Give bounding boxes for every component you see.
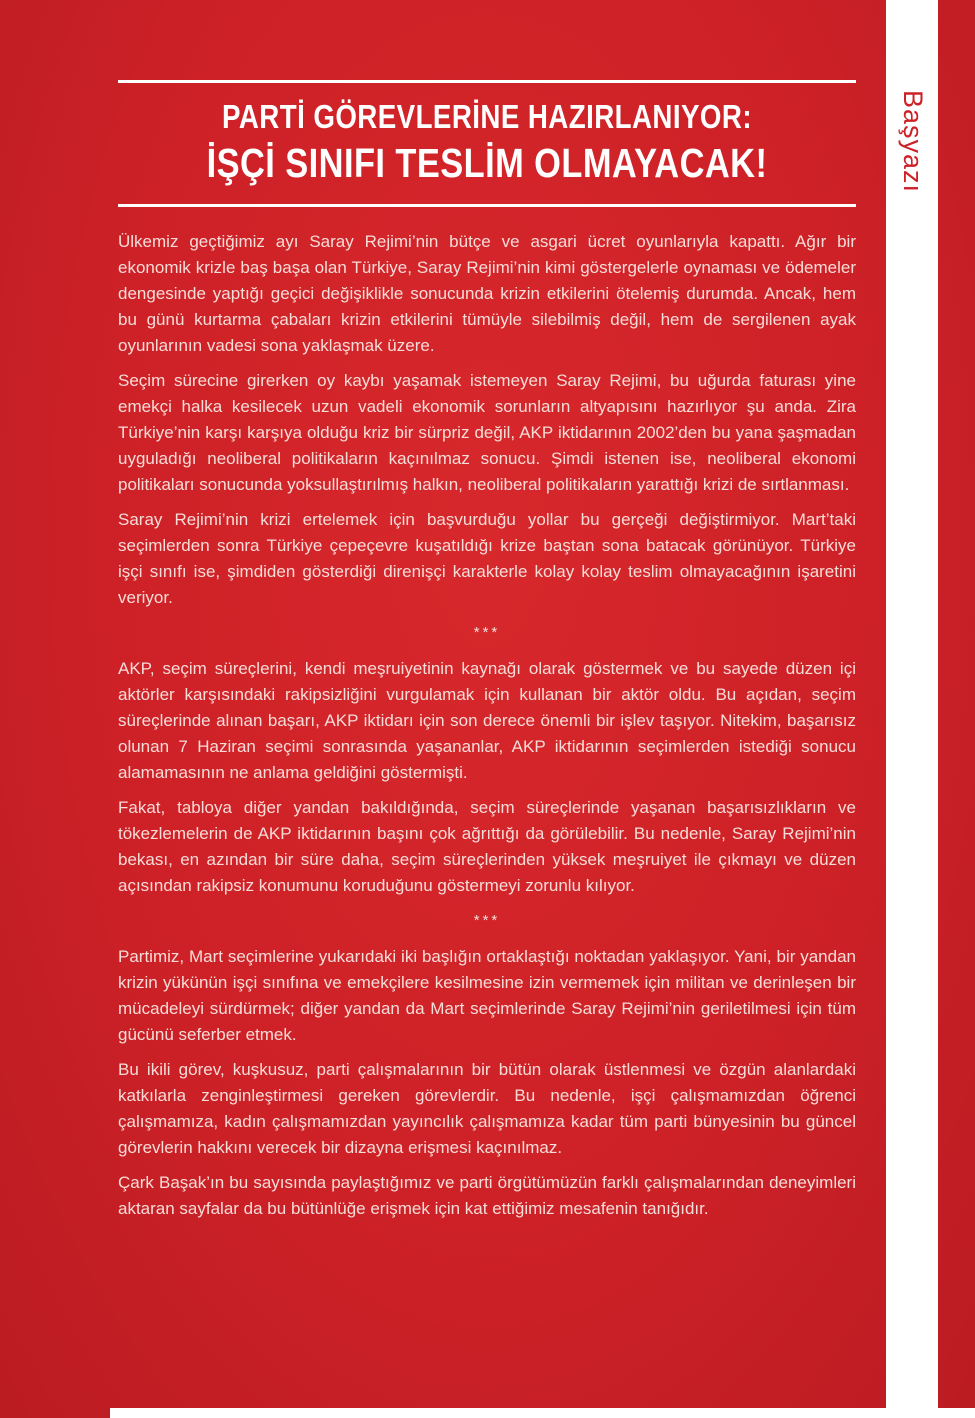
- paragraph: Fakat, tabloya diğer yandan bakıldığında, seçim süreçlerinde yaşanan başarısızlıkların ve tökezlemelerin de AKP iktidarının başını çok ağrıttığı da görülebilir. Bu nedenle, Saray Rejimi’nin bekası, en azından bir süre daha, seçim süreçlerinden yüksek meşruiyet ile çıkmayı ve düzen açısından rakipsiz konumunu koruduğunu göstermeyi zorunlu kılıyor.: [118, 798, 856, 896]
- title-line-2: İŞÇİ SINIFI TESLİM OLMAYACAK!: [206, 140, 768, 187]
- bottom-rule: [110, 1408, 975, 1418]
- paragraph: Ülkemiz geçtiğimiz ayı Saray Rejimi’nin bütçe ve asgari ücret oyunlarıyla kapattı. Ağır bir ekonomik krizle baş başa olan Türkiye, Saray Rejimi’nin kimi göstergelerle oynaması ve ödemeler dengesinde yaptığı geçici değişiklikle sonucunda krizin etkilerini ötelemiş durumda. Ancak, hem bu günü kurtarma çabaları krizin etkilerini tümüyle silebilmiş değil, hem de sergilenen ayak oyunlarının vadesi sona yaklaşmak üzere.: [118, 232, 856, 356]
- paragraph: Seçim sürecine girerken oy kaybı yaşamak istemeyen Saray Rejimi, bu uğurda faturası yine emekçi halka kesilecek uzun vadeli ekonomik sorunların altyapısını hazırlıyor şu anda. Zira Türkiye’nin karşı karşıya olduğu kriz bir sürpriz değil, AKP iktidarının 2002’den bu yana şaşmadan uyguladığı neoliberal politikaların kaçınılmaz sonucu. Şimdi istenen ise, neoliberal ekonomi politikaları sonucunda yoksullaştırılmış halkın, neoliberal politikaların yarattığı krizi de sırtlanması.: [118, 371, 856, 495]
- sidebar-strip: [886, 0, 938, 1418]
- paragraph: Partimiz, Mart seçimlerine yukarıdaki iki başlığın ortaklaştığı noktadan yaklaşıyor. Yani, bir yandan krizin yükünün işçi sınıfına ve emekçilere kesilmesine izin vermemek için militan ve derinleşen bir mücadeleyi sürdürmek; diğer yandan da Mart seçimlerinde Saray Rejimi’nin geriletilmesi için tüm gücünü seferber etmek.: [118, 947, 856, 1045]
- section-separator: ***: [473, 624, 501, 642]
- title-line-1: PARTİ GÖREVLERİNE HAZIRLANIYOR:: [222, 98, 752, 135]
- title-top-rule: [118, 80, 856, 83]
- paragraph: Çark Başak’ın bu sayısında paylaştığımız ve parti örgütümüzün farklı çalışmalarından deneyimleri aktaran sayfalar da bu bütünlüğe erişmek için kat ettiğimiz mesafenin tanığıdır.: [118, 1173, 856, 1219]
- title-bottom-rule: [118, 204, 856, 207]
- paragraph: Saray Rejimi’nin krizi ertelemek için başvurduğu yollar bu gerçeği değiştirmiyor. Mart’taki seçimlerden sonra Türkiye çepeçevre kuşatıldığı krize baştan sona batacak görünüyor. Türkiye işçi sınıfı ise, şimdiden gösterdiği direnişçi karakterle kolay kolay teslim olmayacağının işaretini veriyor.: [118, 510, 856, 608]
- article-body: [118, 229, 856, 1222]
- section-label: Başyazı: [898, 90, 928, 194]
- section-separator: ***: [473, 912, 501, 930]
- article-title: [118, 99, 856, 186]
- paragraph: Bu ikili görev, kuşkusuz, parti çalışmalarının bir bütün olarak üstlenmesi ve özgün alanlardaki katkılarla zenginleştirmesi gereken görevlerdir. Bu nedenle, işçi çalışmamızdan öğrenci çalışmamıza, kadın çalışmamızdan yayıncılık çalışmamıza kadar tüm parti bünyesinin bu güncel görevlerin hakkını verecek bir dizayna erişmesi kaçınılmaz.: [118, 1060, 856, 1158]
- paragraph: AKP, seçim süreçlerini, kendi meşruiyetinin kaynağı olarak göstermek ve bu sayede düzen içi aktörler karşısındaki rakipsizliğini vurgulamak için kullanan bir aktör oldu. Bu açıdan, seçim süreçlerinde alınan başarı, AKP iktidarı için son derece önemli bir işlev taşıyor. Nitekim, başarısız olunan 7 Haziran seçimi sonrasında yaşananlar, AKP iktidarının seçimlerden istediği sonucu alamamasının ne anlama geldiğini göstermişti.: [118, 659, 856, 783]
- editorial-article: [118, 0, 856, 1231]
